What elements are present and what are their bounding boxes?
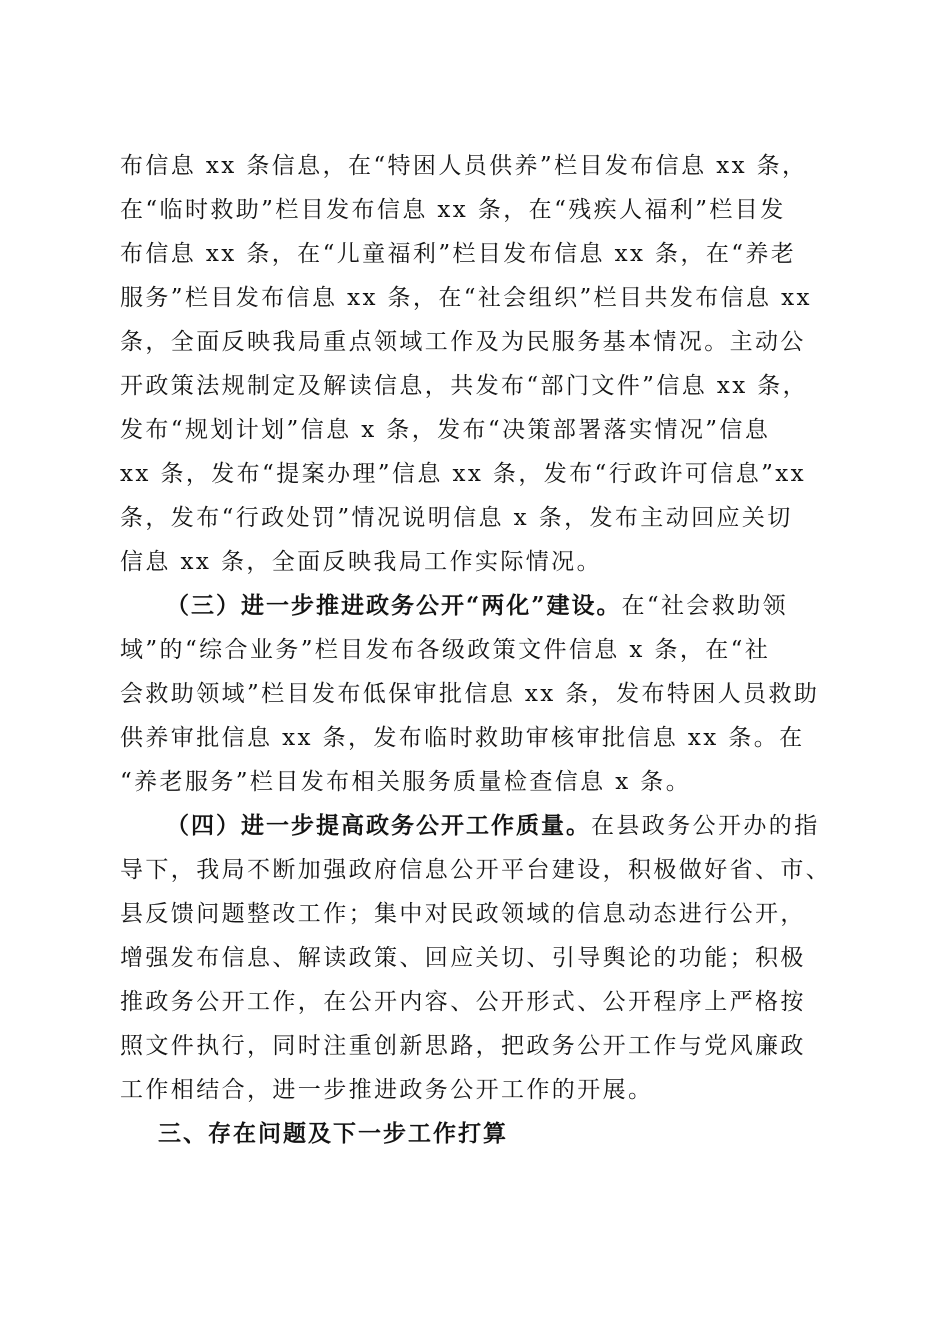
section-4-line-7: 工作相结合，进一步推进政务公开工作的开展。 (120, 1077, 654, 1103)
section-4-heading: （四）进一步提高政务公开工作质量。 (166, 812, 591, 839)
section-3-line-5: “养老服务”栏目发布相关服务质量检查信息 x 条。 (120, 769, 692, 795)
paragraph-1-line-8: xx 条，发布“提案办理”信息 xx 条，发布“行政许可信息”xx (120, 461, 806, 487)
paragraph-1-line-4: 服务”栏目发布信息 xx 条，在“社会组织”栏目共发布信息 xx (120, 285, 812, 311)
section-4-line-5: 推政务公开工作，在公开内容、公开形式、公开程序上严格按 (120, 989, 806, 1015)
section-4-line-3: 县反馈问题整改工作；集中对民政领域的信息动态进行公开， (120, 901, 806, 927)
paragraph-1-line-1: 布信息 xx 条信息，在“特困人员供养”栏目发布信息 xx 条， (120, 153, 808, 179)
paragraph-1-line-5: 条，全面反映我局重点领域工作及为民服务基本情况。主动公 (120, 329, 806, 355)
section-4-first-line (166, 808, 846, 844)
section-3-first-line-rest: 在“社会救助领 (621, 593, 789, 619)
section-4-line-6: 照文件执行，同时注重创新思路，把政务公开工作与党风廉政 (120, 1033, 806, 1059)
paragraph-1-line-7: 发布“规划计划”信息 x 条，发布“决策部署落实情况”信息 (120, 417, 771, 443)
paragraph-1-line-3: 布信息 xx 条，在“儿童福利”栏目发布信息 xx 条，在“养老 (120, 241, 797, 267)
section-heading-3: 三、存在问题及下一步工作打算 (158, 1121, 508, 1147)
paragraph-1-line-2: 在“临时救助”栏目发布信息 xx 条，在“残疾人福利”栏目发 (120, 197, 786, 223)
section-4-line-2: 导下，我局不断加强政府信息公开平台建设，积极做好省、市、 (120, 857, 832, 883)
section-3-line-2: 域”的“综合业务”栏目发布各级政策文件信息 x 条，在“社 (120, 637, 771, 663)
section-3-heading: （三）进一步推进政务公开“两化”建设。 (166, 592, 622, 619)
paragraph-1-line-6: 开政策法规制定及解读信息，共发布“部门文件”信息 xx 条， (120, 373, 809, 399)
section-3-first-line (166, 588, 846, 624)
section-4-first-line-rest: 在县政务公开办的指 (591, 813, 820, 839)
paragraph-1-line-9: 条，发布“行政处罚”情况说明信息 x 条，发布主动回应关切 (120, 505, 793, 531)
section-4-line-4: 增强发布信息、解读政策、回应关切、引导舆论的功能；积极 (120, 945, 806, 971)
paragraph-1-line-10: 信息 xx 条，全面反映我局工作实际情况。 (120, 549, 602, 575)
section-3-line-3: 会救助领域”栏目发布低保审批信息 xx 条，发布特困人员救助 (120, 681, 820, 707)
section-3-line-4: 供养审批信息 xx 条，发布临时救助审核审批信息 xx 条。在 (120, 725, 805, 751)
